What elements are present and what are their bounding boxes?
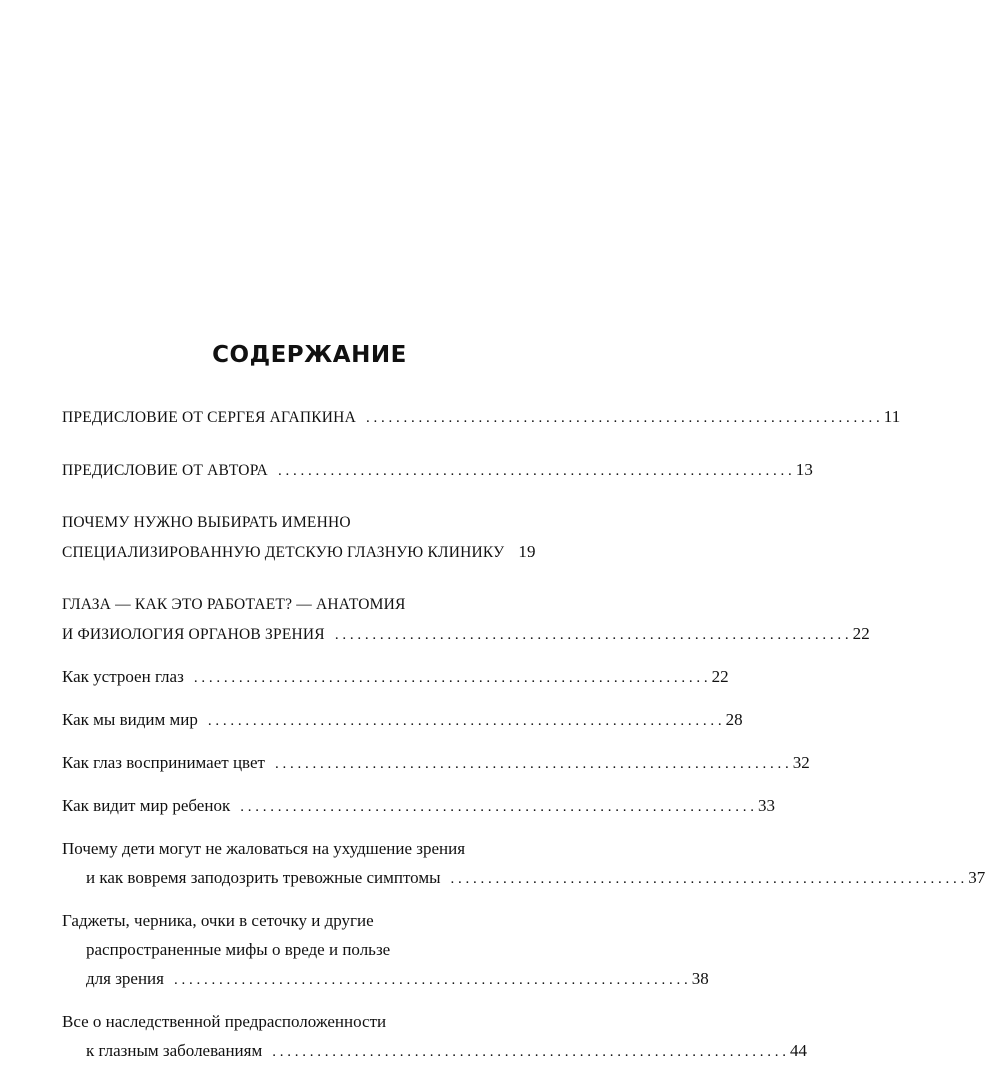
toc-entry-title: и как вовремя заподозрить тревожные симптомы (86, 868, 441, 887)
toc-entry-title: Как видит мир ребенок (62, 796, 231, 815)
toc-page-number: 22 (711, 667, 729, 686)
toc-entry-color-perception[interactable] (62, 748, 810, 777)
toc-entry-line (62, 1036, 807, 1065)
dot-leader (451, 865, 965, 894)
dot-leader (194, 664, 708, 693)
toc-entry-title: для зрения (86, 969, 164, 988)
toc-entry-eye-structure[interactable] (62, 662, 729, 691)
toc-page-number: 13 (795, 460, 814, 479)
toc-entry-title: Как глаз воспринимает цвет (62, 753, 265, 772)
toc-entry-line: распространенные мифы о вреде и пользе (86, 940, 391, 959)
toc-entry-line (62, 402, 901, 431)
toc-entry-line (62, 863, 985, 892)
toc-page-number: 19 (518, 542, 536, 561)
toc-entry-line (62, 619, 870, 648)
toc-entry-line (62, 455, 814, 484)
dot-leader (278, 457, 792, 486)
toc-entry-line (62, 537, 536, 566)
toc-page-number: 22 (852, 624, 870, 643)
toc-entry-line (62, 964, 709, 993)
toc-entry-eyes-anatomy[interactable] (62, 590, 870, 648)
page-title: СОДЕРЖАНИЕ (212, 342, 407, 368)
dot-leader (275, 750, 789, 779)
dot-leader (335, 621, 849, 650)
toc-entry-title: ПРЕДИСЛОВИЕ ОТ СЕРГЕЯ АГАПКИНА (62, 409, 356, 426)
toc-page-number: 28 (725, 710, 743, 729)
toc-entry-line (62, 705, 743, 734)
toc-entry-line: Все о наследственной предрасположенности (62, 1012, 387, 1031)
toc-page-number: 32 (792, 753, 810, 772)
dot-leader (208, 707, 722, 736)
toc-entry-line: Почему дети могут не жаловаться на ухудшение зрения (62, 839, 466, 858)
toc-entry-foreword-author[interactable] (62, 455, 814, 484)
toc-entry-title: к глазным заболеваниям (86, 1041, 263, 1060)
toc-entry-how-we-see[interactable] (62, 705, 743, 734)
toc-entry-child-vision[interactable] (62, 791, 775, 820)
toc-entry-title: ПРЕДИСЛОВИЕ ОТ АВТОРА (62, 462, 268, 479)
table-of-contents (62, 402, 985, 1079)
toc-entry-specialized-clinic[interactable] (62, 508, 536, 566)
toc-entry-hereditary[interactable] (62, 1007, 807, 1065)
toc-entry-line (62, 791, 775, 820)
toc-entry-title: Как устроен глаз (62, 667, 184, 686)
toc-entry-line (62, 662, 729, 691)
toc-page-number: 37 (968, 868, 985, 887)
toc-page-number: 38 (691, 969, 709, 988)
dot-leader (272, 1038, 786, 1067)
toc-entry-line: Гаджеты, черника, очки в сеточку и другие (62, 911, 374, 930)
toc-entry-line: ГЛАЗА — КАК ЭТО РАБОТАЕТ? — АНАТОМИЯ (62, 596, 406, 613)
toc-entry-children-complaints[interactable] (62, 834, 985, 892)
toc-entry-foreword-agapkin[interactable] (62, 402, 901, 431)
toc-page-number: 33 (757, 796, 775, 815)
toc-entry-title: И ФИЗИОЛОГИЯ ОРГАНОВ ЗРЕНИЯ (62, 626, 325, 643)
toc-entry-gadgets-myths[interactable] (62, 906, 709, 993)
toc-entry-line (62, 748, 810, 777)
toc-entry-title: Как мы видим мир (62, 710, 198, 729)
toc-page-number: 44 (789, 1041, 807, 1060)
toc-entry-line: ПОЧЕМУ НУЖНО ВЫБИРАТЬ ИМЕННО (62, 514, 351, 531)
dot-leader (174, 966, 688, 995)
dot-leader (240, 793, 754, 822)
toc-page-number: 11 (883, 407, 901, 426)
dot-leader (366, 404, 880, 433)
toc-entry-title: СПЕЦИАЛИЗИРОВАННУЮ ДЕТСКУЮ ГЛАЗНУЮ КЛИНИКУ (62, 544, 505, 561)
